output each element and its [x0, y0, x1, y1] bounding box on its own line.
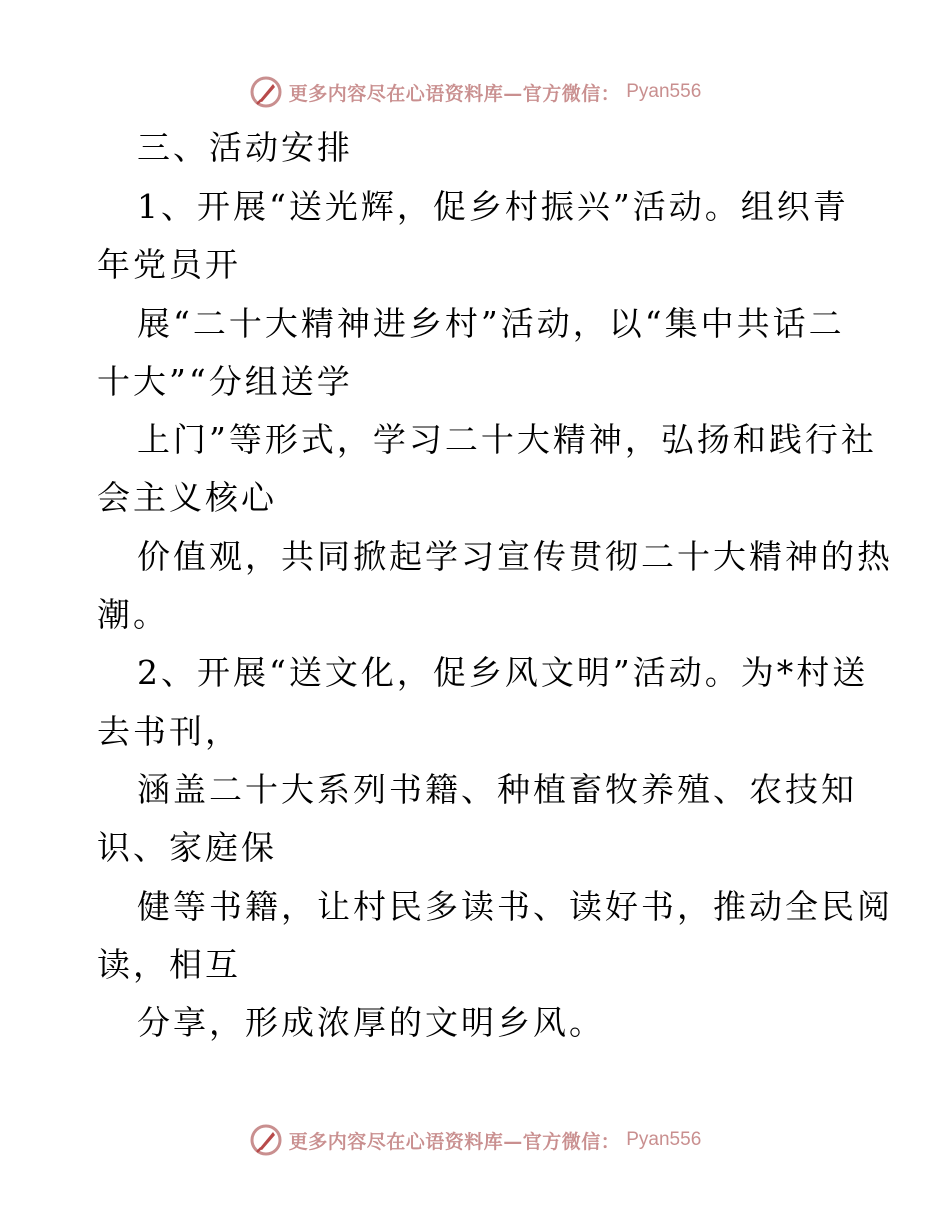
paragraph-line: 读，相互 — [97, 945, 241, 984]
footer-watermark — [0, 1120, 950, 1160]
paragraph-line: 涵盖二十大系列书籍、种植畜牧养殖、农技知 — [137, 770, 857, 809]
watermark-text: 更多内容尽在心语资料库—官方微信： — [288, 82, 621, 105]
paragraph-line: 上门”等形式，学习二十大精神，弘扬和践行社 — [137, 420, 877, 459]
paragraph-line: 2、开展“送文化，促乡风文明”活动。为*村送 — [137, 653, 869, 692]
paragraph-line: 识、家庭保 — [97, 828, 277, 867]
paragraph-line: 十大”“分组送学 — [97, 362, 353, 401]
watermark-wechat-id: Pyan556 — [626, 81, 702, 102]
section-heading: 三、活动安排 — [137, 128, 353, 167]
paragraph-line: 展“二十大精神进乡村”活动，以“集中共话二 — [137, 304, 845, 343]
watermark-text: 更多内容尽在心语资料库—官方微信： — [288, 1130, 621, 1153]
paragraph-line: 健等书籍，让村民多读书、读好书，推动全民阅 — [137, 887, 893, 926]
quill-pen-logo — [249, 75, 283, 109]
quill-pen-logo — [249, 1123, 283, 1157]
paragraph-line: 年党员开 — [97, 245, 241, 284]
watermark-wechat-id: Pyan556 — [626, 1129, 702, 1150]
paragraph-line: 潮。 — [97, 595, 169, 634]
paragraph-line: 会主义核心 — [97, 478, 277, 517]
paragraph-line: 1、开展“送光辉，促乡村振兴”活动。组织青 — [137, 187, 849, 226]
header-watermark — [0, 72, 950, 112]
paragraph-line: 去书刊， — [97, 712, 241, 751]
paragraph-line: 价值观，共同掀起学习宣传贯彻二十大精神的热 — [137, 537, 893, 576]
paragraph-line: 分享，形成浓厚的文明乡风。 — [137, 1003, 605, 1042]
